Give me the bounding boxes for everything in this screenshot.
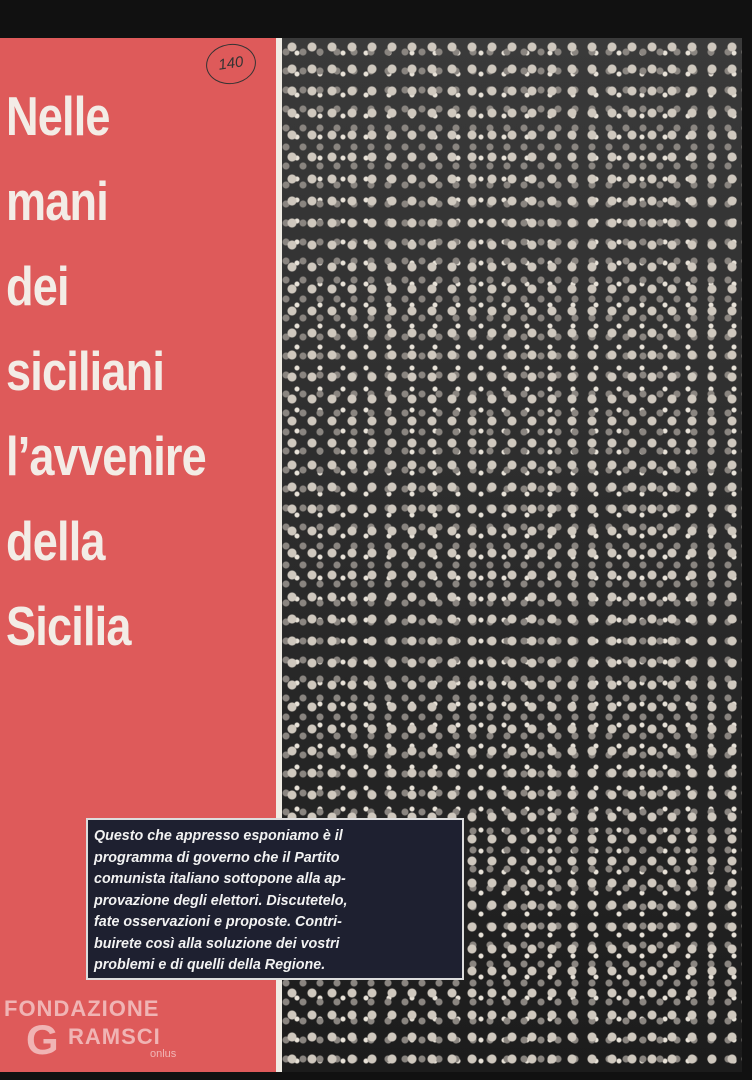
description-line: provazione degli elettori. Discutetelo, (94, 892, 348, 909)
program-description-box (86, 818, 464, 980)
description-line: comunista italiano sottopone alla ap- (94, 871, 346, 887)
description-line: programma di governo che il Partito (94, 849, 340, 866)
watermark-suffix: onlus (150, 1048, 177, 1060)
title-line: mani (6, 170, 108, 232)
archive-stamp: 140 (203, 41, 258, 88)
watermark-initial: G (26, 1016, 59, 1063)
title-line: della (6, 510, 105, 572)
watermark-line1: FONDAZIONE (4, 996, 160, 1021)
fondazione-gramsci-watermark (4, 996, 204, 1068)
description-line: problemi e di quelli della Regione. (94, 957, 326, 973)
description-line: fate osservazioni e proposte. Contri- (94, 914, 342, 930)
watermark-line2: RAMSCI (68, 1024, 161, 1049)
title-line: l’avvenire (6, 425, 206, 487)
poster-title (6, 74, 206, 669)
title-line: Sicilia (6, 595, 131, 657)
title-line: Nelle (6, 85, 110, 147)
description-line: buirete così alla soluzione dei vostri (94, 935, 340, 952)
poster-page (0, 38, 742, 1072)
title-line: siciliani (6, 340, 165, 402)
description-line: Questo che appresso esponiamo è il (94, 828, 343, 844)
title-line: dei (6, 255, 69, 317)
